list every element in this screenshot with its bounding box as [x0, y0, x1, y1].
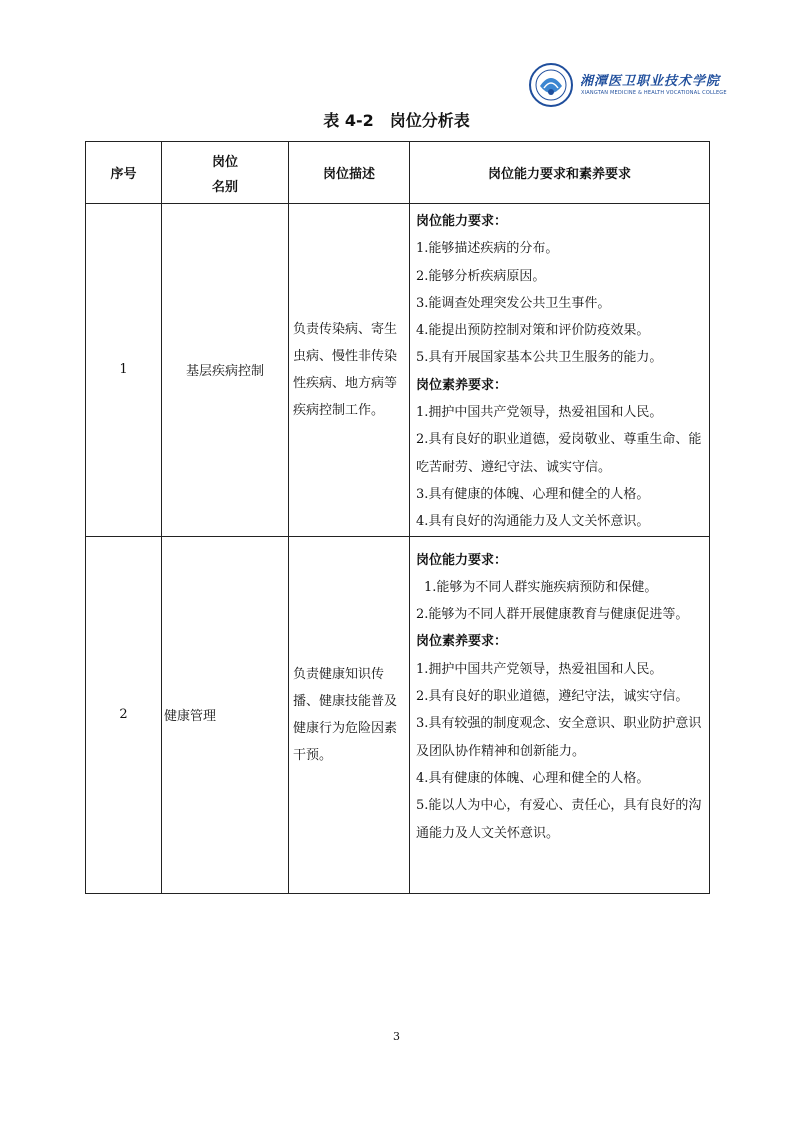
table-title: 表 4-2 岗位分析表 [323, 111, 470, 130]
row-job-name: 健康管理 [162, 536, 289, 893]
college-emblem-icon [528, 62, 574, 108]
row-requirements [410, 204, 710, 537]
header-description: 岗位描述 [289, 142, 410, 204]
quality-item: 3.具有健康的体魄、心理和健全的人格。 [416, 486, 650, 502]
ability-item: 1.能够描述疾病的分布。 [416, 241, 559, 257]
ability-heading: 岗位能力要求： [416, 552, 508, 568]
quality-item: 2.具有良好的职业道德，遵纪守法，诚实守信。 [416, 689, 689, 705]
ability-item: 3.能调查处理突发公共卫生事件。 [416, 295, 611, 311]
row-index: 2 [86, 536, 162, 893]
quality-item: 2.具有良好的职业道德，爱岗敬业、尊重生命、能吃苦耐劳、遵纪守法、诚实守信。 [416, 432, 702, 475]
row-description: 负责传染病、寄生虫病、慢性非传染性疾病、地方病等疾病控制工作。 [289, 204, 410, 537]
quality-item: 3.具有较强的制度观念、安全意识、职业防护意识及团队协作精神和创新能力。 [416, 716, 702, 759]
ability-item: 5.具有开展国家基本公共卫生服务的能力。 [416, 350, 663, 366]
row-job-name: 基层疾病控制 [162, 204, 289, 537]
quality-item: 4.具有良好的沟通能力及人文关怀意识。 [416, 514, 650, 530]
college-name-en: XIANGTAN MEDICINE & HEALTH VOCATIONAL COLLEGE [581, 90, 727, 96]
ability-item: 2.能够分析疾病原因。 [416, 268, 546, 284]
quality-item: 1.拥护中国共产党领导，热爱祖国和人民。 [416, 405, 663, 421]
college-logo [528, 62, 727, 112]
quality-item: 4.具有健康的体魄、心理和健全的人格。 [416, 770, 650, 786]
job-analysis-table [85, 141, 710, 894]
header-requirements: 岗位能力要求和素养要求 [410, 142, 710, 204]
table-header-row [86, 142, 710, 204]
row-requirements [410, 536, 710, 893]
header-job-name [162, 142, 289, 204]
ability-heading: 岗位能力要求： [416, 214, 508, 229]
college-name-cn: 湘潭医卫职业技术学院 [580, 74, 721, 89]
quality-item: 1.拥护中国共产党领导，热爱祖国和人民。 [416, 661, 663, 677]
ability-item: 2.能够为不同人群开展健康教育与健康促进等。 [416, 607, 689, 623]
header-job-name-line1: 岗位 [211, 154, 238, 170]
ability-item: 4.能提出预防控制对策和评价防疫效果。 [416, 323, 650, 339]
row-description: 负责健康知识传播、健康技能普及健康行为危险因素干预。 [289, 536, 410, 893]
row-index: 1 [86, 204, 162, 537]
ability-item: 1.能够为不同人群实施疾病预防和保健。 [424, 579, 658, 595]
table-row [86, 536, 710, 893]
quality-item: 5.能以人为中心，有爱心、责任心，具有良好的沟通能力及人文关怀意识。 [416, 798, 702, 841]
page-number: 3 [393, 1030, 400, 1043]
header-index: 序号 [86, 142, 162, 204]
header-job-name-line2: 名别 [211, 179, 238, 195]
quality-heading: 岗位素养要求： [416, 377, 508, 393]
table-row [86, 204, 710, 537]
quality-heading: 岗位素养要求： [416, 634, 508, 650]
